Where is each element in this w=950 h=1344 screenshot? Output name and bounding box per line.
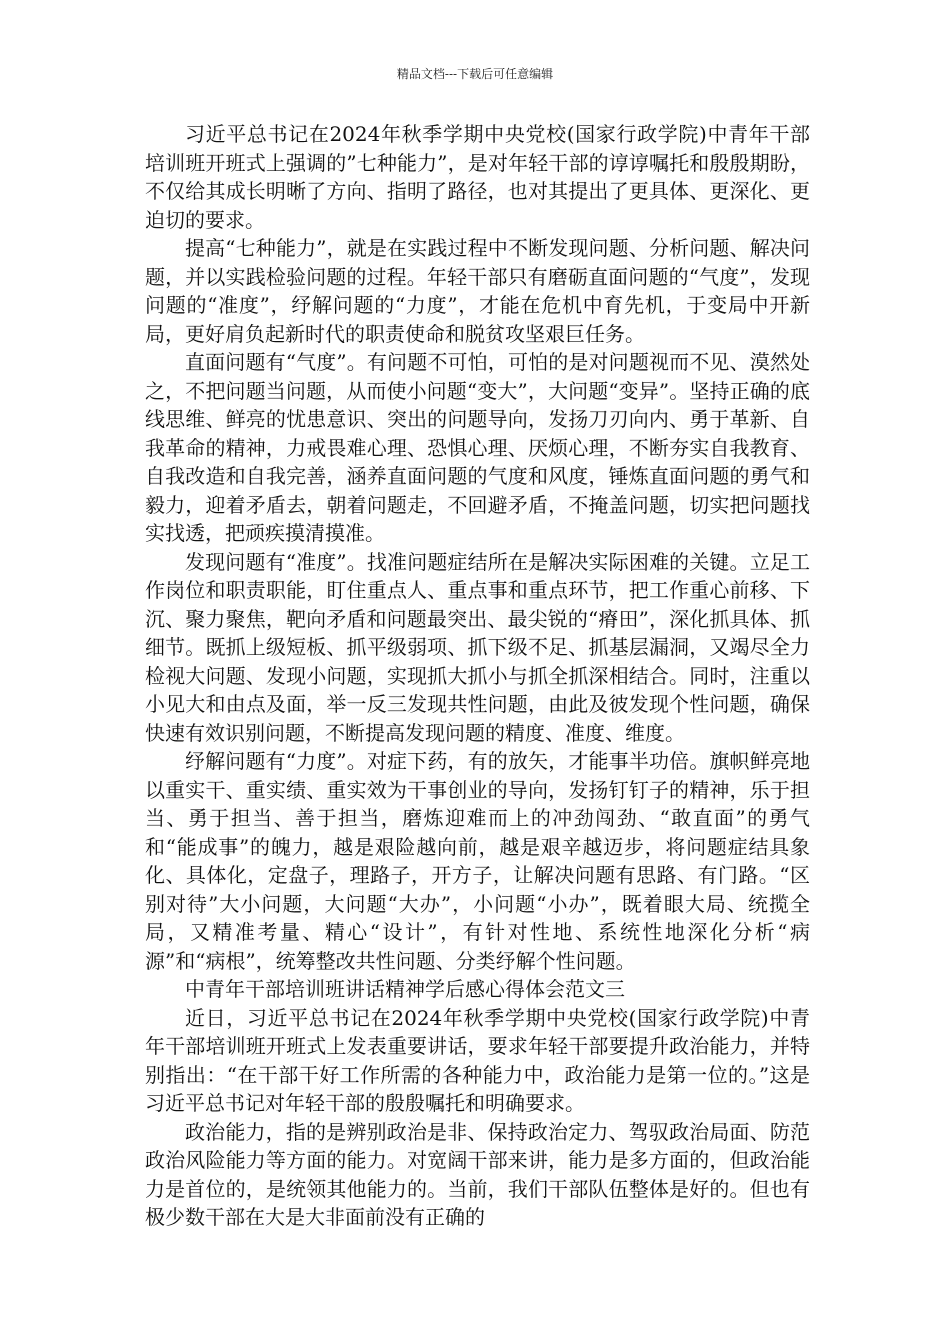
paragraph-seven-abilities: 提高“七种能力”，就是在实践过程中不断发现问题、分析问题、解决问题，并以实践检验问题的过程。年轻干部只有磨砺直面问题的“气度”，发现问题的“准度”，纾解问题的“力度”，才能在危机中育先机，于变局中开新局，更好肩负起新时代的职责使命和脱贫攻坚艰巨任务。 — [145, 236, 810, 346]
paragraph-intro: 习近平总书记在2024年秋季学期中央党校(国家行政学院)中青年干部培训班开班式上强调的”七种能力”，是对年轻干部的谆谆嘱托和殷殷期盼，不仅给其成长明晰了方向、指明了路径，也对其提出了更具体、更深化、更迫切的要求。 — [145, 122, 810, 232]
paragraph-find-problems: 发现问题有“准度”。找准问题症结所在是解决实际困难的关键。立足工作岗位和职责职能，盯住重点人、重点事和重点环节，把工作重心前移、下沉、聚力聚焦，靶向矛盾和问题最突出、最尖锐的“瘠田”，深化抓具体、抓细节。既抓上级短板、抓平级弱项、抓下级不足、抓基层漏洞，又竭尽全力检视大问题、发现小问题，实现抓大抓小与抓全抓深相结合。同时，注重以小见大和由点及面，举一反三发现共性问题，由此及彼发现个性问题，确保快速有效识别问题，不断提高发现问题的精度、准度、维度。 — [145, 549, 810, 745]
document-body — [145, 120, 810, 1232]
paragraph-face-problems: 直面问题有“气度”。有问题不可怕，可怕的是对问题视而不见、漠然处之，不把问题当问题，从而使小问题“变大”，大问题“变异”。坚持正确的底线思维、鲜亮的忧患意识、突出的问题导向，发扬刀刃向内、勇于革新、自我革命的精神，力戒畏难心理、恐惧心理、厌烦心理，不断夯实自我教育、自我改造和自我完善，涵养直面问题的气度和风度，锤炼直面问题的勇气和毅力，迎着矛盾去，朝着问题走，不回避矛盾，不掩盖问题，切实把问题找实找透，把顽疾摸清摸准。 — [145, 350, 810, 545]
section-title: 中青年干部培训班讲话精神学后感心得体会范文三 — [185, 977, 625, 1001]
paragraph-recent-speech: 近日，习近平总书记在2024年秋季学期中央党校(国家行政学院)中青年干部培训班开班式上发表重要讲话，要求年轻干部要提升政治能力，并特别指出：“在干部干好工作所需的各种能力中，政治能力是第一位的。”这是习近平总书记对年轻干部的殷殷嘱托和明确要求。 — [145, 1005, 810, 1115]
paragraph-solve-problems: 纾解问题有“力度”。对症下药，有的放矢，才能事半功倍。旗帜鲜亮地以重实干、重实绩、重实效为干事创业的导向，发扬钉钉子的精神，乐于担当、勇于担当、善于担当，磨炼迎难而上的冲劲闯劲、“敢直面”的勇气和“能成事”的魄力，越是艰险越向前，越是艰辛越迈步，将问题症结具象化、具体化，定盘子，理路子，开方子，让解决问题有思路、有门路。“区别对待”大小问题，大问题“大办”，小问题“小办”，既着眼大局、统揽全局，又精准考量、精心“设计”，有针对性地、系统性地深化分析“病源”和“病根”，统筹整改共性问题、分类纾解个性问题。 — [145, 749, 810, 973]
paragraph-political-ability: 政治能力，指的是辨别政治是非、保持政治定力、驾驭政治局面、防范政治风险能力等方面的能力。对宽阔干部来讲，能力是多方面的，但政治能力是首位的，是统领其他能力的。当前，我们干部队伍整体是好的。但也有极少数干部在大是大非面前没有正确的 — [145, 1119, 810, 1229]
page-header: 精品文档---下载后可任意编辑 — [396, 67, 554, 81]
